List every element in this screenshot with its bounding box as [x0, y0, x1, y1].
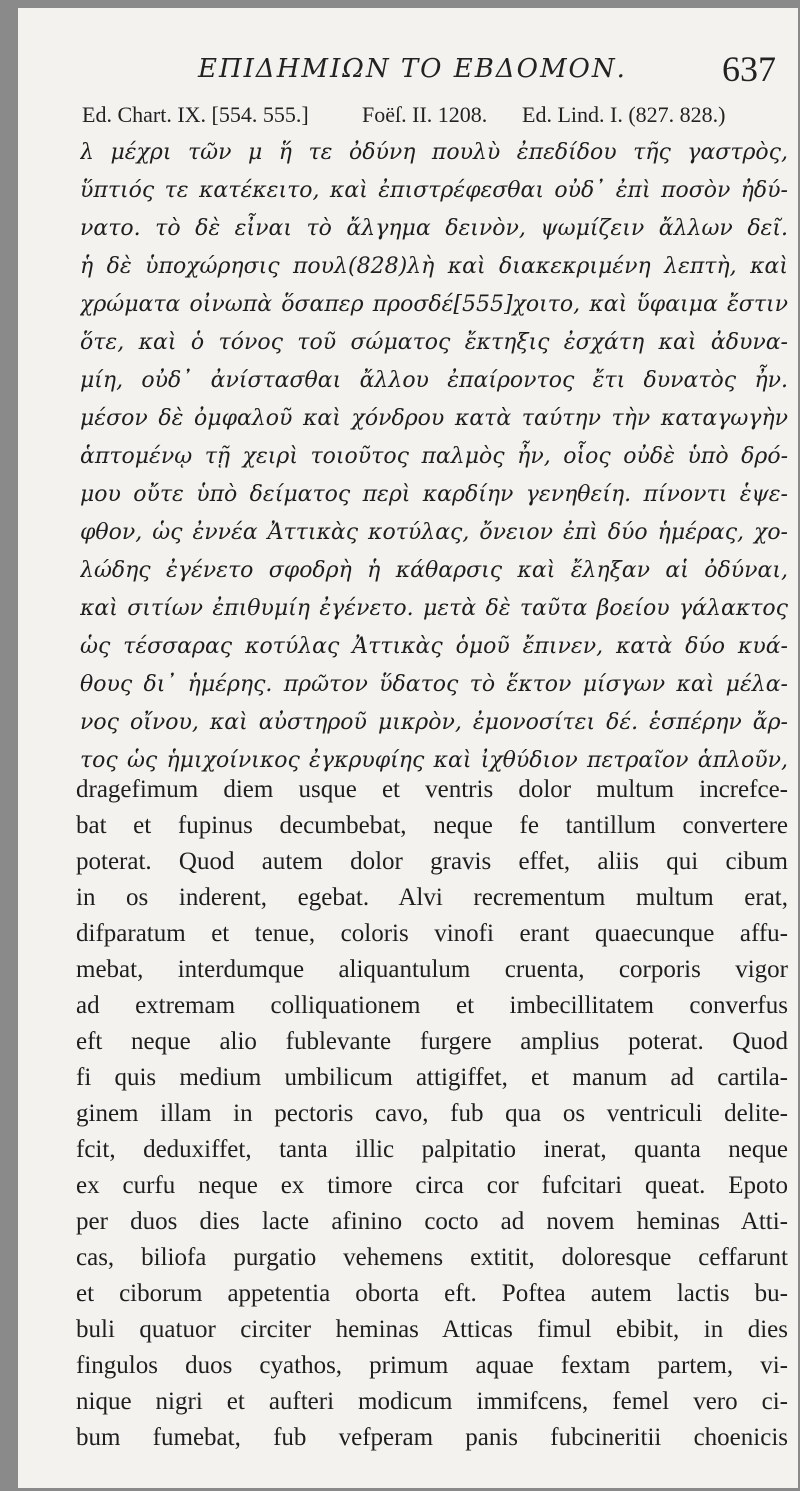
latin-line: bum fumebat, fub vefperam panis fubcineritii choenicis [76, 1424, 788, 1451]
greek-line: θους δι᾽ ἡμέρης. πρῶτον ὕδατος τὸ ἕκτον μίσγων καὶ μέλα- [80, 672, 788, 697]
latin-line: ginem illam in pectoris cavo, fub qua os ventriculi delite- [76, 1100, 788, 1127]
latin-line: dragefimum diem usque et ventris dolor multum increfce- [76, 776, 788, 803]
latin-line: in os inderent, egebat. Alvi recrementum multum erat, [76, 884, 788, 911]
greek-line: λώδης ἐγένετο σφοδρὴ ἡ κάθαρσις καὶ ἔληξαν αἱ ὀδύναι, [80, 558, 788, 583]
latin-line: et ciborum appetentia oborta eft. Poftea autem lactis bu- [76, 1280, 788, 1307]
greek-line: τος ὡς ἡμιχοίνικος ἐγκρυφίης καὶ ἰχθύδιον πετραῖον ἁπλοῦν, [80, 748, 788, 773]
page-header [18, 46, 798, 102]
greek-line: μέσον δὲ ὀμφαλοῦ καὶ χόνδρου κατὰ ταύτην τὴν καταγωγὴν [80, 406, 788, 431]
running-title: ΕΠΙΔΗΜΙΩΝ ΤΟ ΕΒΔΟΜΟΝ. [198, 54, 627, 84]
greek-line: ἁπτομένῳ τῇ χειρὶ τοιοῦτος παλμὸς ἦν, οἷος οὐδὲ ὑπὸ δρό- [80, 444, 788, 469]
latin-line: poterat. Quod autem dolor gravis effet, aliis qui cibum [76, 848, 788, 875]
greek-line: φθον, ὡς ἐννέα Ἀττικὰς κοτύλας, ὄνειον ἐπὶ δύο ἡμέρας, χο- [80, 520, 788, 545]
latin-line: ad extremam colliquationem et imbecillitatem converfus [76, 992, 788, 1019]
latin-line: fi quis medium umbilicum attigiffet, et manum ad cartila- [76, 1064, 788, 1091]
latin-line: mebat, interdumque aliquantulum cruenta, corporis vigor [76, 956, 788, 983]
greek-line: χρώματα οἰνωπὰ ὅσαπερ προσδέ[555]χοιτο, καὶ ὕφαιμα ἔστιν [80, 292, 788, 317]
greek-line: μου οὔτε ὑπὸ δείματος περὶ καρδίην γενηθείη. πίνοντι ἑψε- [80, 482, 788, 507]
greek-line: καὶ σιτίων ἐπιθυμίη ἐγένετο. μετὰ δὲ ταῦτα βοείου γάλακτος [80, 596, 788, 621]
page-number: 637 [722, 49, 776, 89]
edition-lind: Ed. Lind. I. (827. 828.) [522, 102, 726, 127]
latin-line: buli quatuor circiter heminas Atticas fimul ebibit, in dies [76, 1316, 788, 1343]
latin-line: difparatum et tenue, coloris vinofi erant quaecunque affu- [76, 920, 788, 947]
greek-line: ὅτε, καὶ ὁ τόνος τοῦ σώματος ἔκτηξις ἐσχάτη καὶ ἀδυνα- [80, 330, 788, 355]
latin-line: ex curfu neque ex timore circa cor fufcitari queat. Epoto [76, 1172, 788, 1199]
book-page [18, 8, 798, 1488]
latin-line: cas, biliofa purgatio vehemens extitit, doloresque ceffarunt [76, 1244, 788, 1271]
latin-line: per duos dies lacte afinino cocto ad novem heminas Atti- [76, 1208, 788, 1235]
greek-line: μίη, οὐδ᾽ ἀνίστασθαι ἄλλου ἐπαίροντος ἔτι δυνατὸς ἦν. [80, 368, 788, 393]
latin-line: fingulos duos cyathos, primum aquae fextam partem, vi- [76, 1352, 788, 1379]
greek-line: νος οἴνου, καὶ αὐστηροῦ μικρὸν, ἐμονοσίτει δέ. ἑσπέρην ἄρ- [80, 710, 788, 735]
latin-line: nique nigri et aufteri modicum immifcens, femel vero ci- [76, 1388, 788, 1415]
greek-line: ἡ δὲ ὑποχώρησις πουλ(828)λὴ καὶ διακεκριμένη λεπτὴ, καὶ [80, 254, 788, 279]
greek-line: νατο. τὸ δὲ εἶναι τὸ ἄλγημα δεινὸν, ψωμίζειν ἄλλων δεῖ. [80, 216, 788, 241]
latin-line: eft neque alio fublevante furgere amplius poterat. Quod [76, 1028, 788, 1055]
greek-line: λ μέχρι τῶν μ ἥ τε ὀδύνη πουλὺ ἐπεδίδου τῆς γαστρὸς, [80, 140, 788, 165]
edition-references [82, 102, 782, 134]
greek-line: ὡς τέσσαρας κοτύλας Ἀττικὰς ὁμοῦ ἔπινεν, κατὰ δύο κυά- [80, 634, 788, 659]
latin-line: bat et fupinus decumbebat, neque fe tantillum convertere [76, 812, 788, 839]
edition-chart: Ed. Chart. IX. [554. 555.] [82, 102, 309, 127]
greek-line: ὕπτιός τε κατέκειτο, καὶ ἐπιστρέφεσθαι οὐδ᾽ ἐπὶ ποσὸν ἠδύ- [80, 178, 788, 203]
latin-line: fcit, deduxiffet, tanta illic palpitatio inerat, quanta neque [76, 1136, 788, 1163]
edition-foes: Foëſ. II. 1208. [362, 102, 488, 127]
